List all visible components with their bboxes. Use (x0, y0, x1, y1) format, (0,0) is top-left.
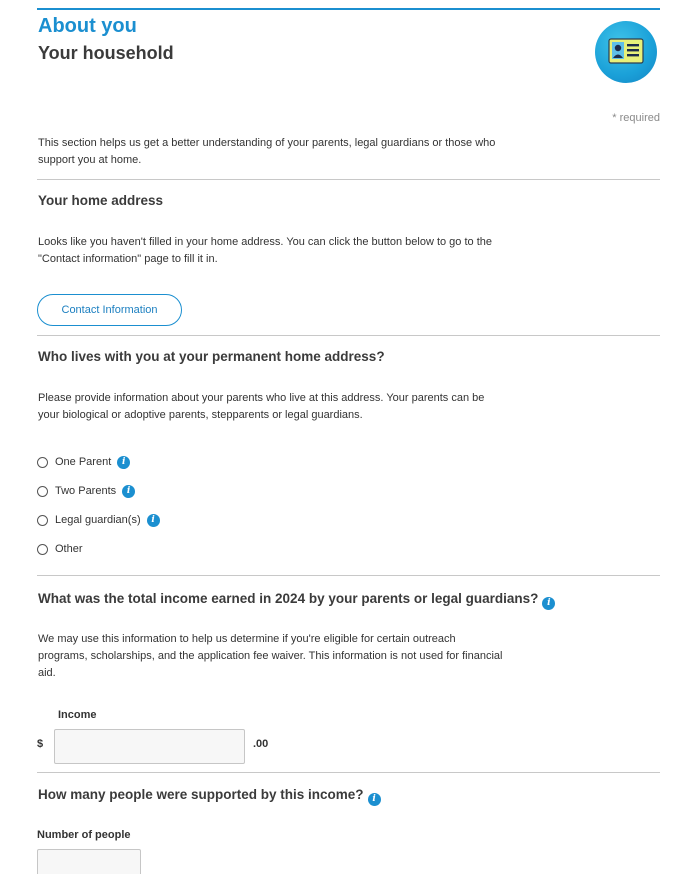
info-icon[interactable]: i (122, 485, 135, 498)
people-heading (38, 787, 381, 806)
lives-with-heading: Who lives with you at your permanent home address? (38, 349, 385, 364)
income-input[interactable] (54, 729, 245, 764)
divider (37, 575, 660, 576)
section-eyebrow: About you (38, 15, 137, 37)
radio-option-two-parents[interactable] (37, 482, 135, 500)
radio-button[interactable] (37, 515, 48, 526)
income-description: We may use this information to help us determine if you're eligible for certain outreach programs, scholarships, and the application fee waiver. This information is not used for financial aid. (38, 633, 503, 679)
income-suffix: .00 (253, 738, 269, 750)
info-icon[interactable]: i (368, 793, 381, 806)
radio-label: Two Parents (55, 485, 117, 497)
radio-button[interactable] (37, 457, 48, 468)
info-icon[interactable]: i (542, 597, 555, 610)
radio-label: Legal guardian(s) (55, 514, 141, 526)
info-icon[interactable]: i (147, 514, 160, 527)
intro-text: This section helps us get a better understanding of your parents, legal guardians or those who support you at home. (38, 137, 496, 166)
contact-information-button[interactable]: Contact Information (37, 294, 182, 326)
number-of-people-input[interactable] (37, 849, 141, 874)
people-field-label: Number of people (37, 829, 131, 841)
radio-button[interactable] (37, 544, 48, 555)
radio-option-other[interactable] (37, 540, 83, 558)
radio-label: Other (55, 543, 83, 555)
currency-symbol: $ (37, 738, 44, 750)
income-heading (38, 591, 555, 610)
radio-option-legal-guardians[interactable] (37, 511, 160, 529)
id-card-icon (595, 21, 657, 83)
info-icon[interactable]: i (117, 456, 130, 469)
radio-label: One Parent (55, 456, 112, 468)
divider (37, 772, 660, 773)
radio-button[interactable] (37, 486, 48, 497)
people-heading-text: How many people were supported by this income? (38, 787, 364, 802)
header-top-rule (37, 8, 660, 10)
divider (37, 179, 660, 180)
page-title: Your household (38, 43, 174, 63)
required-note: * required (612, 112, 660, 124)
radio-option-one-parent[interactable] (37, 453, 130, 471)
income-heading-text: What was the total income earned in 2024 by your parents or legal guardians? (38, 591, 539, 606)
income-field-label: Income (58, 709, 97, 721)
home-address-description: Looks like you haven't filled in your home address. You can click the button below to go to the "Contact information" page to fill it in. (38, 236, 492, 265)
lives-with-description: Please provide information about your parents who live at this address. Your parents can be your biological or adoptive parents, stepparents or legal guardians. (38, 392, 485, 421)
home-address-heading: Your home address (38, 193, 164, 208)
divider (37, 335, 660, 336)
